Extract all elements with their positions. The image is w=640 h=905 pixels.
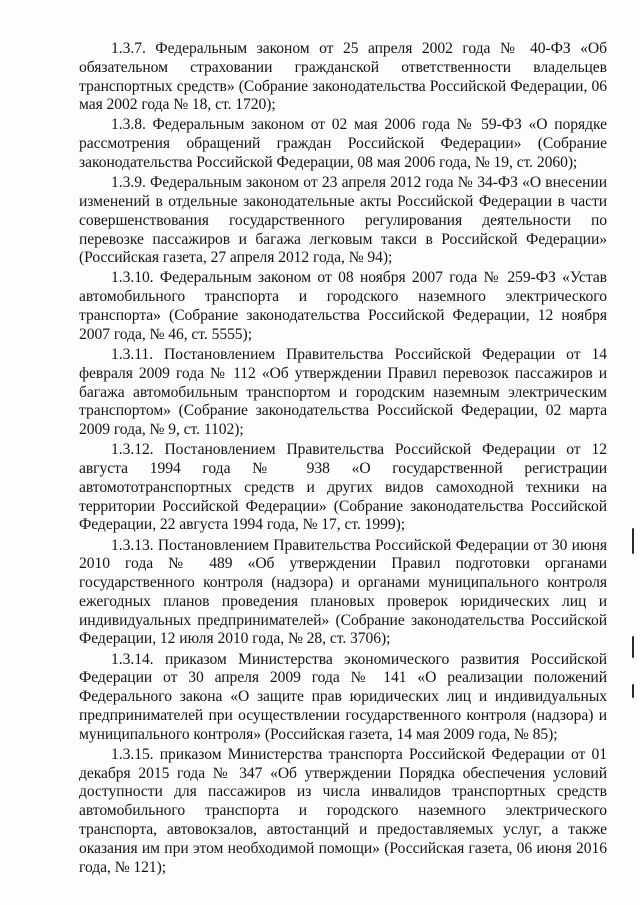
paragraph-1-3-12: 1.3.12. Постановлением Правительства Российской Федерации от 12 августа 1994 года № 938 «О государственной регистрации автомототранспортных средств и других видов самоходной техники на территории Российской Федерации» (Собрание законодательства Российской Федерации, 22 августа 1994 года, № 17, ст. 1999); [79,441,607,534]
scan-edge-mark [632,528,634,554]
scan-edge-mark [632,636,634,658]
document-body [79,40,607,879]
paragraph-1-3-10: 1.3.10. Федеральным законом от 08 ноября 2007 года № 259-ФЗ «Устав автомобильного транспорта и городского наземного электрического транспорта» (Собрание законодательства Российской Федерации, 12 ноября 2007 года, № 46, ст. 5555); [79,269,607,343]
paragraph-1-3-8: 1.3.8. Федеральным законом от 02 мая 2006 года № 59-ФЗ «О порядке рассмотрения обращений граждан Российской Федерации» (Собрание законодательства Российской Федерации, 08 мая 2006 года, № 19, ст. 2060); [79,116,607,172]
paragraph-1-3-14: 1.3.14. приказом Министерства экономического развития Российской Федерации от 30 апреля 2009 года № 141 «О реализации положений Федерального закона «О защите прав юридических лиц и индивидуальных предпринимателей при осуществлении государственного контроля (надзора) и муниципального контроля» (Российская газета, 14 мая 2009 года, № 85); [79,650,607,743]
paragraph-1-3-9: 1.3.9. Федеральным законом от 23 апреля 2012 года № 34-ФЗ «О внесении изменений в отдельные законодательные акты Российской Федерации в части совершенствования государственного регулирования деятельности по перевозке пассажиров и багажа легковым такси в Российской Федерации» (Российская газета, 27 апреля 2012 года, № 94); [79,174,607,267]
paragraph-1-3-15: 1.3.15. приказом Министерства транспорта Российской Федерации от 01 декабря 2015 года № 347 «Об утверждении Порядка обеспечения условий доступности для пассажиров из числа инвалидов транспортных средств автомобильного транспорта и городского наземного электрического транспорта, автовокзалов, автостанций и предоставляемых услуг, а также оказания им при этом необходимой помощи» (Российская газета, 06 июня 2016 года, № 121); [79,745,607,876]
paragraph-1-3-7: 1.3.7. Федеральным законом от 25 апреля 2002 года № 40-ФЗ «Об обязательном страховании гражданской ответственности владельцев транспортных средств» (Собрание законодательства Российской Федерации, 06 мая 2002 года № 18, ст. 1720); [79,40,607,114]
paragraph-1-3-11: 1.3.11. Постановлением Правительства Российской Федерации от 14 февраля 2009 года № 112 «Об утверждении Правил перевозок пассажиров и багажа автомобильным транспортом и городским наземным электрическим транспортом» (Собрание законодательства Российской Федерации, 02 марта 2009 года, № 9, ст. 1102); [79,345,607,439]
scan-edge-mark [632,684,634,698]
paragraph-1-3-13: 1.3.13. Постановлением Правительства Российской Федерации от 30 июня 2010 года № 489 «Об утверждении Правил подготовки органами государственного контроля (надзора) и органами муниципального контроля ежегодных планов проведения плановых проверок юридических лиц и индивидуальных предпринимателей» (Собрание законодательства Российской Федерации, 12 июля 2010 года, № 28, ст. 3706); [79,536,607,648]
